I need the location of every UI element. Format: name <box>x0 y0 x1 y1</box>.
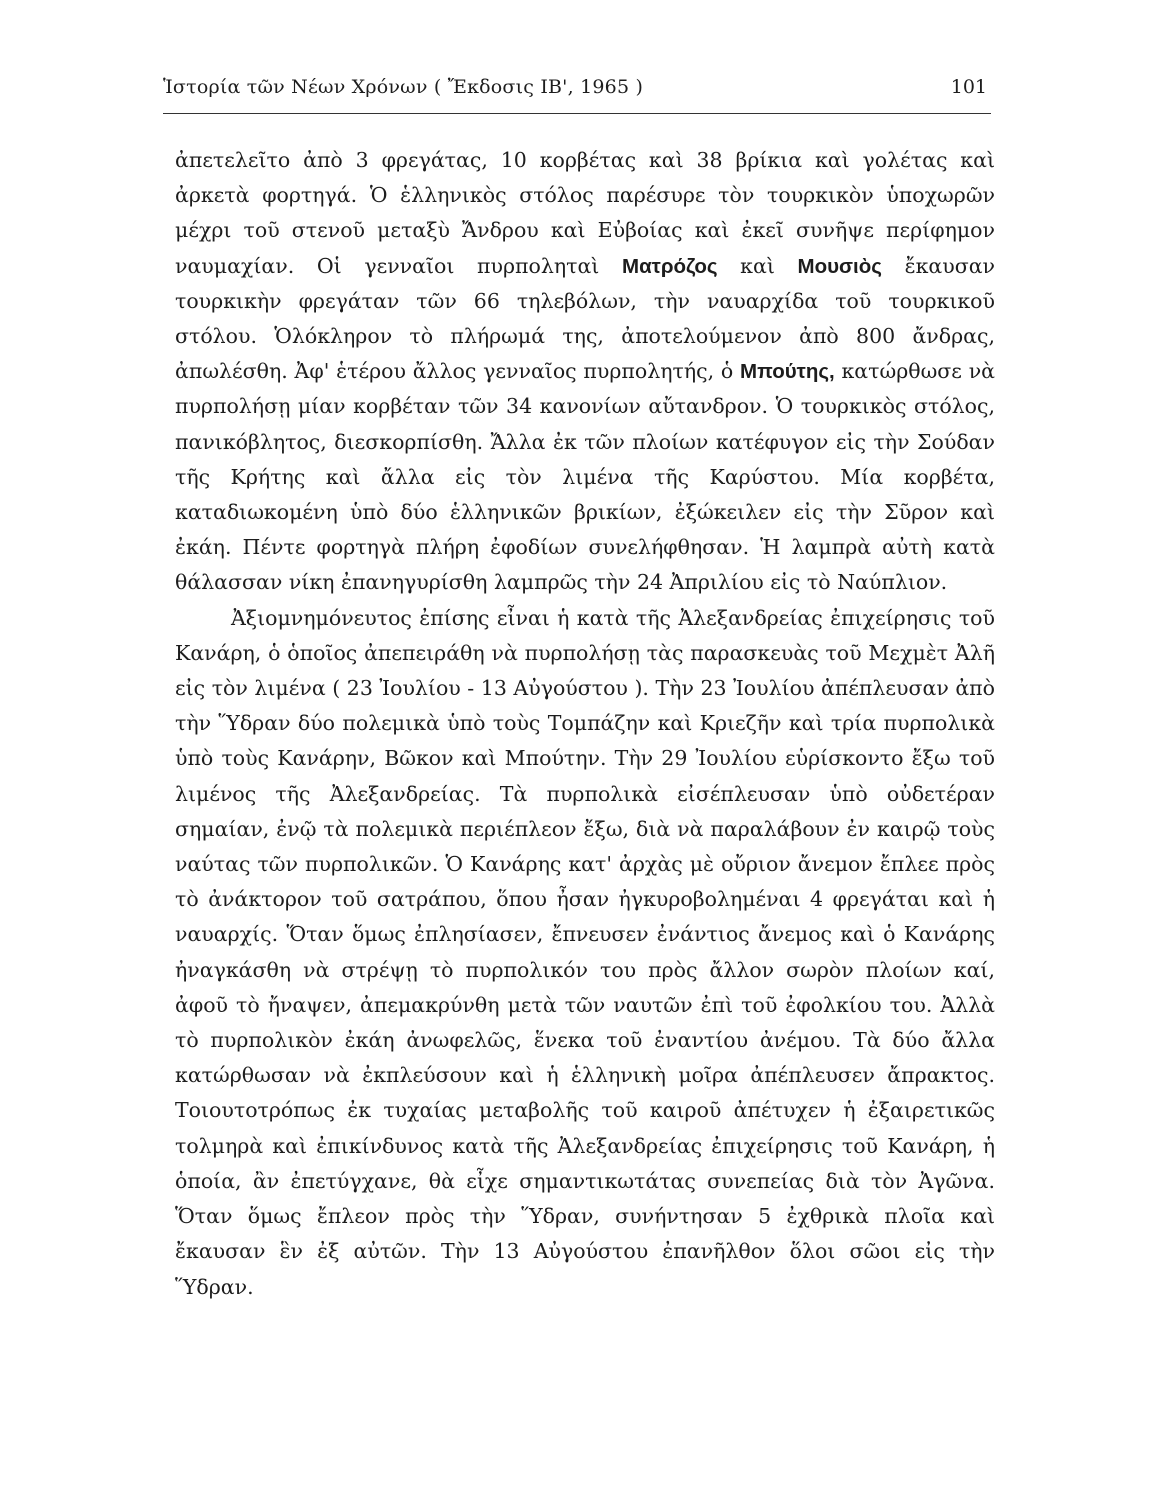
header-rule <box>163 113 991 114</box>
paragraph-2: Ἀξιομνημόνευτος ἐπίσης εἶναι ἡ κατὰ τῆς Ἀλεξανδρείας ἐπιχείρησις τοῦ Κανάρη, ὁ ὁποῖος ἀπεπειράθη νὰ πυρπολήσῃ τὰς παρασκευὰς τοῦ Μεχμὲτ Ἀλῆ εἰς τὸν λιμένα ( 23 Ἰουλίου - 13 Αὐγούστου ). Τὴν 23 Ἰουλίου ἀπέπλευσαν ἀπὸ τὴν Ὕδραν δύο πολεμικὰ ὑπὸ τοὺς Τομπάζην καὶ Κριεζῆν καὶ τρία πυρπολικὰ ὑπὸ τοὺς Κανάρην, Βῶκον καὶ Μπούτην. Τὴν 29 Ἰουλίου εὑρίσκοντο ἔξω τοῦ λιμένος τῆς Ἀλεξανδρείας. Τὰ πυρπολικὰ εἰσέπλευσαν ὑπὸ οὐδετέραν σημαίαν, ἐνῷ τὰ πολεμικὰ περιέπλεον ἔξω, διὰ νὰ παραλάβουν ἐν καιρῷ τοὺς ναύτας τῶν πυρπολικῶν. Ὁ Κανάρης κατ' ἀρχὰς μὲ οὔριον ἄνεμον ἔπλεε πρὸς τὸ ἀνάκτορον τοῦ σατράπου, ὅπου ἦσαν ἠγκυροβολημέναι 4 φρεγάται καὶ ἡ ναυαρχίς. Ὅταν ὅμως ἐπλησίασεν, ἔπνευσεν ἐνάντιος ἄνεμος καὶ ὁ Κανάρης ἠναγκάσθη νὰ στρέψῃ τὸ πυρπολικόν του πρὸς ἄλλον σωρὸν πλοίων καί, ἀφοῦ τὸ ἤναψεν, ἀπεμακρύνθη μετὰ τῶν ναυτῶν ἐπὶ τοῦ ἐφολκίου του. Ἀλλὰ τὸ πυρπολικὸν ἐκάη ἀνωφελῶς, ἕνεκα τοῦ ἐναντίου ἀνέμου. Τὰ δύο ἄλλα κατώρθωσαν νὰ ἐκπλεύσουν καὶ ἡ ἑλληνικὴ μοῖρα ἀπέπλευσεν ἄπρακτος. Τοιουτοτρόπως ἐκ τυχαίας μεταβολῆς τοῦ καιροῦ ἀπέτυχεν ἡ ἐξαιρετικῶς τολμηρὰ καὶ ἐπικίνδυνος κατὰ τῆς Ἀλεξανδρείας ἐπιχείρησις τοῦ Κανάρη, ἡ ὁποία, ἂν ἐπετύγχανε, θὰ εἶχε σημαντικωτάτας συνεπείας διὰ τὸν Ἀγῶνα. Ὅταν ὅμως ἔπλεον πρὸς τὴν Ὕδραν, συνήντησαν 5 ἐχθρικὰ πλοῖα καὶ ἔκαυσαν ἓν ἐξ αὐτῶν. Τὴν 13 Αὐγούστου ἐπανῆλθον ὅλοι σῶοι εἰς τὴν Ὕδραν. <box>175 605 995 1299</box>
paragraph-1 <box>175 143 995 601</box>
paragraph-1-segment: κατώρθωσε νὰ πυρπολήσῃ μίαν κορβέταν τῶν 34 κανονίων αὔτανδρον. Ὁ τουρκικὸς στόλος, πανικόβλητος, διεσκορπίσθη. Ἄλλα ἐκ τῶν πλοίων κατέφυγον εἰς τὴν Σούδαν τῆς Κρήτης καὶ ἄλλα εἰς τὸν λιμένα τῆς Καρύστου. Μία κορβέτα, καταδιωκομένη ὑπὸ δύο ἑλληνικῶν βρικίων, ἐξώκειλεν εἰς τὴν Σῦρον καὶ ἐκάη. Πέντε φορτηγὰ πλήρη ἐφοδίων συνελήφθησαν. Ἡ λαμπρὰ αὐτὴ κατὰ θάλασσαν νίκη ἐπανηγυρίσθη λαμπρῶς τὴν 24 Ἀπριλίου εἰς τὸ Ναύπλιον. <box>175 359 995 595</box>
name-mousios: Μουσιὸς <box>797 254 882 278</box>
paragraph-1-segment: καὶ <box>717 253 798 278</box>
paragraph-1-segment: ἔκαυσαν τουρκικὴν φρεγάταν τῶν 66 τηλεβόλων, τὴν ναυαρχίδα τοῦ τουρκικοῦ στόλου. Ὁλόκληρον τὸ πλήρωμά της, ἀποτελούμενον ἀπὸ 800 ἄνδρας, ἀπωλέσθη. Ἀφ' ἑτέρου ἄλλος γενναῖος πυρπολητής, ὁ <box>175 253 995 384</box>
running-header <box>163 76 991 106</box>
paragraph-1-segment: ἀπετελεῖτο ἀπὸ 3 φρεγάτας, 10 κορβέτας καὶ 38 βρίκια καὶ γολέτας καὶ ἀρκετὰ φορτηγά. Ὁ ἑλληνικὸς στόλος παρέσυρε τὸν τουρκικὸν ὑποχωρῶν μέχρι τοῦ στενοῦ μεταξὺ Ἄνδρου καὶ Εὐβοίας καὶ ἐκεῖ συνῆψε περίφημον ναυμαχίαν. Οἱ γενναῖοι πυρποληταὶ <box>175 148 995 278</box>
name-matrozos: Ματρόζος <box>622 254 718 278</box>
page-number: 101 <box>950 76 987 98</box>
body-text <box>175 143 995 1305</box>
name-boutis: Μπούτης, <box>740 360 835 384</box>
header-title: Ἱστορία τῶν Νέων Χρόνων ( Ἔκδοσις ΙΒ', 1965 ) <box>163 76 644 98</box>
